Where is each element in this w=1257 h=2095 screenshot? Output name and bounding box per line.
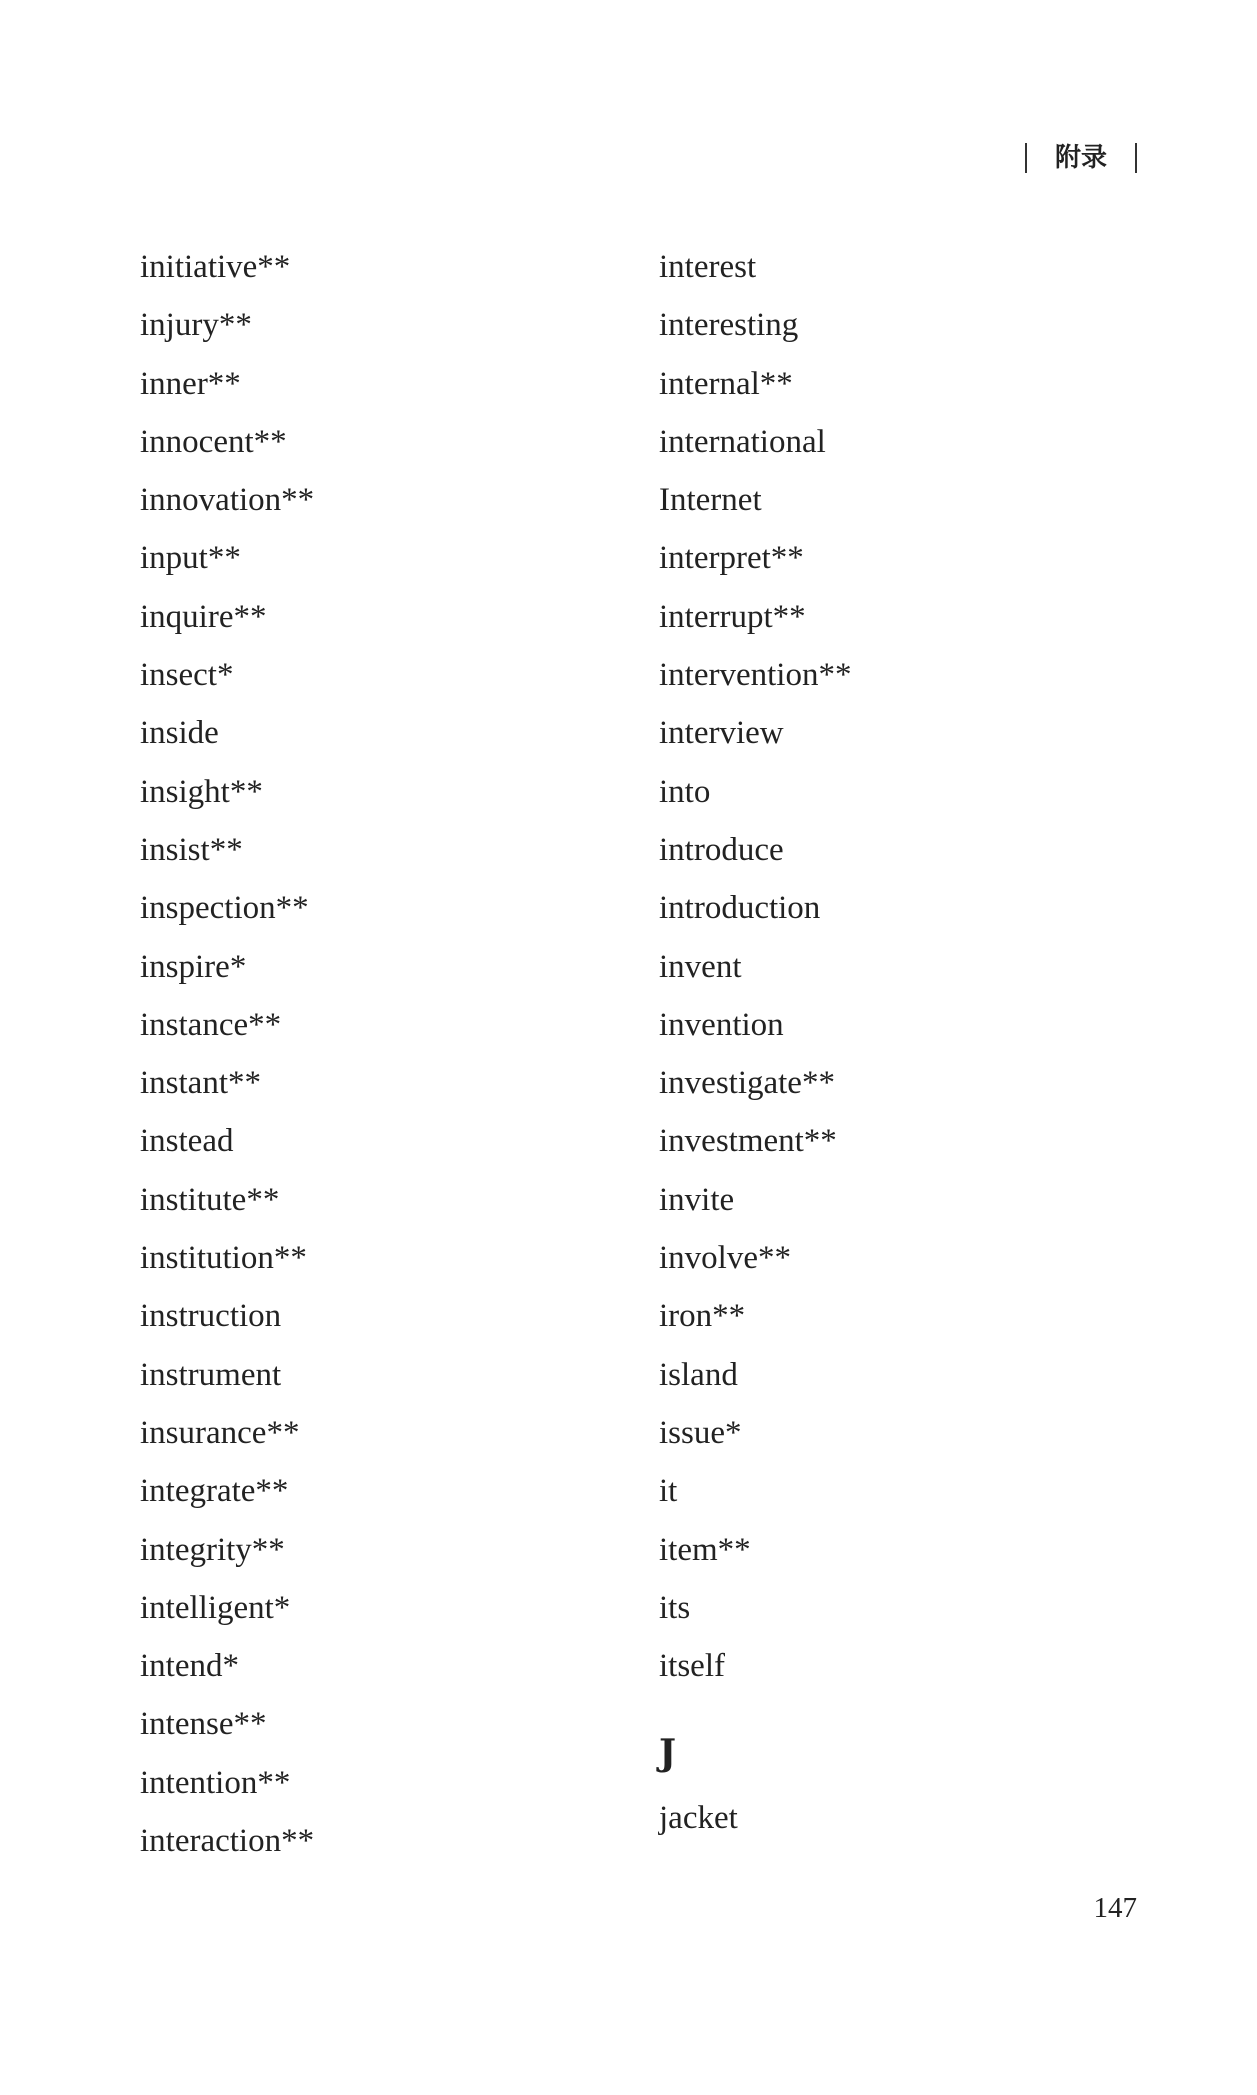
word-entry: insect* <box>140 657 234 694</box>
word-entry: inquire** <box>140 598 267 635</box>
left-word-column <box>140 238 314 1870</box>
word-entry: instrument <box>140 1356 282 1393</box>
word-entry: it <box>659 1473 678 1510</box>
word-entry: injury** <box>140 307 252 344</box>
word-entry: insist** <box>140 831 243 868</box>
word-entry: intelligent* <box>140 1589 291 1626</box>
word-entry: institute** <box>140 1181 280 1218</box>
word-entry: inner** <box>140 365 241 402</box>
word-entry: intention** <box>140 1764 291 1801</box>
word-entry: interview <box>659 715 784 752</box>
word-entry: integrate** <box>140 1473 289 1510</box>
word-entry: innovation** <box>140 482 315 519</box>
word-entry: interaction** <box>140 1823 315 1860</box>
word-entry: into <box>659 773 711 810</box>
word-entry: instruction <box>140 1298 282 1335</box>
word-entry: introduction <box>659 890 821 927</box>
section-word-list <box>659 1789 851 1847</box>
word-entry: invite <box>659 1181 735 1218</box>
word-entry: interest <box>659 249 757 285</box>
word-entry: island <box>659 1356 738 1393</box>
word-entry: instant** <box>140 1065 261 1102</box>
header-right-rule <box>1135 143 1137 173</box>
section-letter-heading: J <box>659 1732 677 1775</box>
running-header <box>1025 140 1137 176</box>
word-entry: introduce <box>659 831 784 868</box>
word-entry: involve** <box>659 1240 791 1277</box>
word-entry: insurance** <box>140 1414 300 1451</box>
word-entry: jacket <box>659 1800 738 1837</box>
word-entry: initiative** <box>140 249 291 285</box>
word-entry: intervention** <box>659 657 852 694</box>
word-entry: instance** <box>140 1006 282 1043</box>
word-entry: internal** <box>659 365 793 402</box>
word-entry: item** <box>659 1531 751 1568</box>
word-entry: interpret** <box>659 540 804 577</box>
word-entry: integrity** <box>140 1531 285 1568</box>
word-entry: inspire* <box>140 948 247 985</box>
page-number: 147 <box>1093 1892 1137 1924</box>
word-entry: input** <box>140 540 241 577</box>
word-entry: interesting <box>659 307 799 344</box>
word-entry: its <box>659 1589 691 1626</box>
word-entry: invention <box>659 1006 784 1043</box>
word-entry: inspection** <box>140 890 309 927</box>
word-entry: interrupt** <box>659 598 806 635</box>
header-title: 附录 <box>1054 143 1107 173</box>
word-entry: investigate** <box>659 1065 835 1102</box>
word-entry: invent <box>659 948 742 985</box>
right-word-column <box>659 238 851 1848</box>
word-entry: international <box>659 423 826 460</box>
word-entry: issue* <box>659 1414 742 1451</box>
word-entry: instead <box>140 1123 234 1160</box>
right-word-list <box>659 238 851 1695</box>
word-entry: investment** <box>659 1123 837 1160</box>
word-entry: Internet <box>659 482 762 519</box>
word-entry: innocent** <box>140 423 287 460</box>
word-entry: itself <box>659 1648 725 1685</box>
word-entry: intend* <box>140 1648 239 1685</box>
word-entry: insight** <box>140 773 263 810</box>
word-entry: iron** <box>659 1298 746 1335</box>
word-entry: intense** <box>140 1706 267 1743</box>
word-entry: inside <box>140 715 219 752</box>
word-entry: institution** <box>140 1240 307 1277</box>
